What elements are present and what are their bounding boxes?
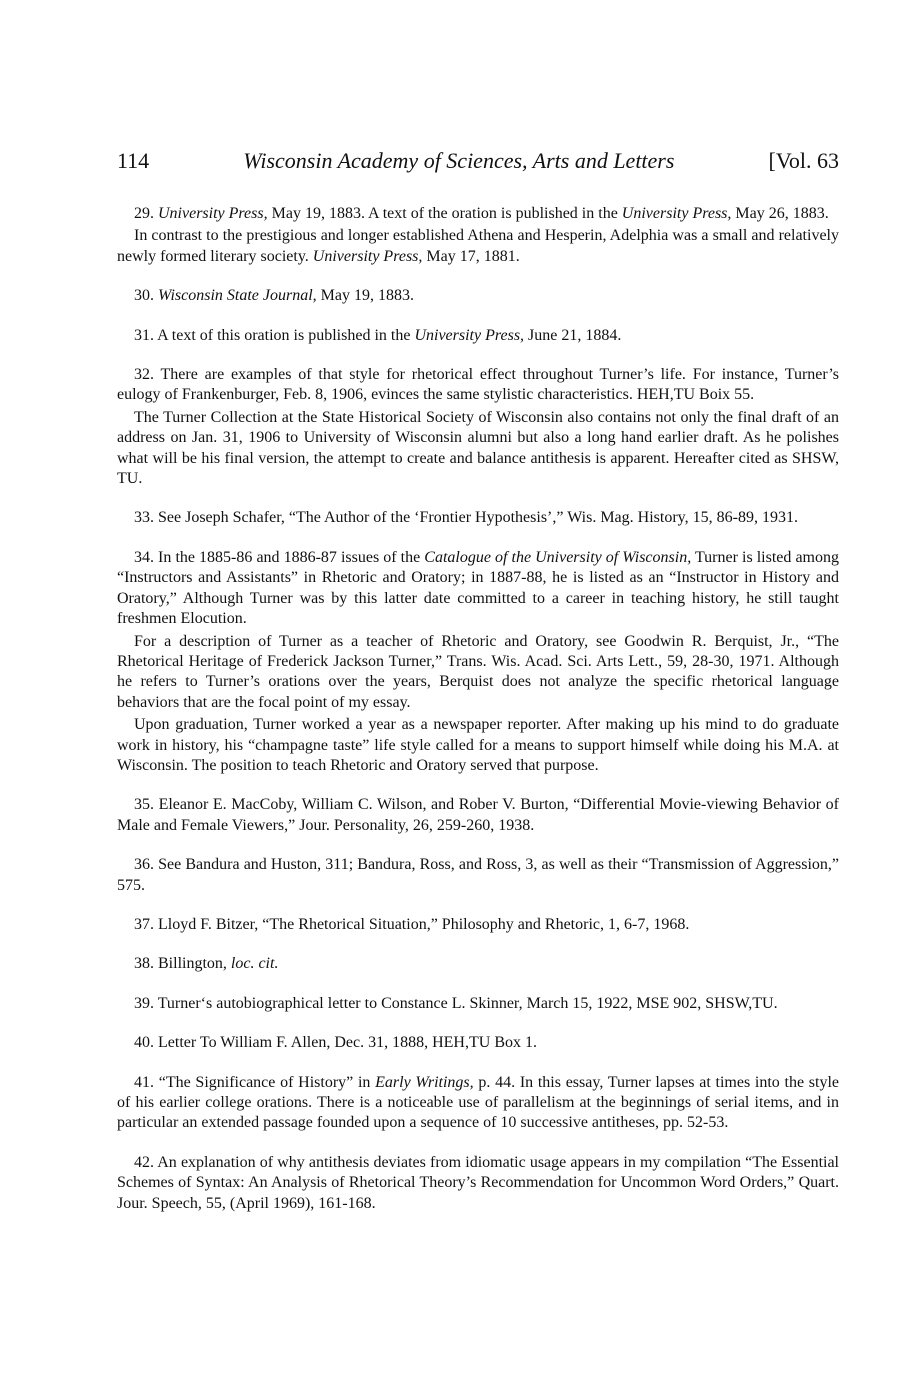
italic-title-text: University Press, [414,326,525,344]
endnote [117,365,839,489]
endnote-paragraph [117,994,839,1014]
endnote [117,1073,839,1134]
endnote [117,915,839,935]
note-text: 37. Lloyd F. Bitzer, “The Rhetorical Situation,” Philosophy and Rhetoric, 1, 6-7, 1968. [134,915,690,933]
note-text: 42. An explanation of why antithesis deviates from idiomatic usage appears in my compilation “The Essential Schemes of Syntax: An Analysis of Rhetorical Theory’s Recommendation for Uncommon Word Orders,” Quart. Jour. Speech, 55, (April 1969), 161-168. [117,1153,839,1212]
note-text: In contrast to the prestigious and longer established Athena and Hesperin, Adelphia was a small and relatively newly formed literary society. [117,227,839,265]
endnote-paragraph [117,915,839,935]
endnote [117,326,839,346]
endnote-paragraph [117,548,839,630]
italic-title-text: loc. cit. [230,955,279,973]
note-text: May 26, 1883. [731,205,829,222]
volume-label: [Vol. 63 [768,148,839,173]
note-text: 33. See Joseph Schafer, “The Author of the ‘Frontier Hypothesis’,” Wis. Mag. History, 15, 86-89, 1931. [134,509,798,527]
italic-title-text: University Press, [158,205,268,222]
italic-title-text: University Press, [621,205,732,222]
note-text: 29. [134,205,158,222]
journal-title: Wisconsin Academy of Sciences, Arts and Letters [243,148,675,173]
endnotes-list [117,204,839,1214]
endnote-paragraph [117,795,839,836]
endnote-paragraph [117,855,839,896]
note-text: Turner is listed among “Instructors and Assistants” in Rhetoric and Oratory; in 1887-88, he is listed as an “Instructor in History and Oratory,” Although Turner was by this latter date committed to a career in teaching history, he still taught freshmen Elocution. [117,548,840,628]
endnote-paragraph [117,1073,839,1134]
endnote-paragraph [117,632,839,714]
endnote [117,548,839,776]
note-text: For a description of Turner as a teacher of Rhetoric and Oratory, see Goodwin R. Berquist, Jr., “The Rhetorical Heritage of Frederick Jackson Turner,” Trans. Wis. Acad. Sci. Arts Lett., 59, 28-30, 1971. Although he refers to Turner’s orations over the years, Berquist does not analyze the specific rhetorical language behaviors that are the focal point of my essay. [117,632,839,711]
endnote-paragraph [117,226,839,267]
note-text: 41. “The Significance of History” in [134,1073,376,1091]
endnote [117,1033,839,1053]
italic-title-text: Early Writings, [375,1073,474,1091]
endnote [117,994,839,1014]
endnote-paragraph [117,954,839,974]
note-text: Upon graduation, Turner worked a year as a newspaper reporter. After making up his mind to do graduate work in history, his “champagne taste” life style called for a means to support himself while doing his M.A. at Wisconsin. The position to teach Rhetoric and Oratory served that purpose. [117,716,839,774]
note-text: 36. See Bandura and Huston, 311; Bandura, Ross, and Ross, 3, as well as their “Transmission of Aggression,” 575. [117,856,839,894]
endnote-paragraph [117,715,839,776]
endnote [117,508,839,528]
page-number: 114 [117,148,150,173]
note-text: 31. A text of this oration is published in the [134,326,415,344]
endnote [117,795,839,836]
endnote-paragraph [117,365,839,406]
endnote-paragraph [117,1153,839,1214]
note-text: p. 44. In this essay, Turner lapses at times into the style of his earlier college orations. There is a noticeable use of parallelism at the beginnings of serial items, and in particular an extended passage founded upon a sequence of 10 successive antitheses, pp. 52-53. [117,1073,840,1132]
note-text: 32. There are examples of that style for rhetorical effect throughout Turner’s life. For instance, Turner’s eulogy of Frankenburger, Feb. 8, 1906, evinces the same stylistic characteristics. HEH,TU Boix 55. [117,366,839,404]
endnote [117,286,839,306]
note-text: May 19, 1883. A text of the oration is published in the [267,205,622,222]
endnote-paragraph [117,1033,839,1053]
note-text: 40. Letter To William F. Allen, Dec. 31, 1888, HEH,TU Box 1. [134,1034,537,1052]
note-text: May 19, 1883. [316,287,414,305]
endnote [117,855,839,896]
endnote [117,204,839,267]
note-text: 30. [134,287,158,305]
endnote [117,954,839,974]
note-text: 35. Eleanor E. MacCoby, William C. Wilson, and Rober V. Burton, “Differential Movie-viewing Behavior of Male and Female Viewers,” Jour. Personality, 26, 259-260, 1938. [117,796,839,834]
endnote [117,1153,839,1214]
endnote-paragraph [117,508,839,528]
endnote-paragraph [117,408,839,490]
note-text: June 21, 1884. [524,326,622,344]
italic-title-text: Catalogue of the University of Wisconsin, [424,548,692,566]
running-header [117,148,839,174]
note-text: May 17, 1881. [422,247,520,265]
note-text: 39. Turner‘s autobiographical letter to Constance L. Skinner, March 15, 1922, MSE 902, SHSW,TU. [134,994,778,1012]
note-text: 38. Billington, [134,955,231,973]
endnote-paragraph [117,204,839,224]
note-text: The Turner Collection at the State Historical Society of Wisconsin also contains not only the final draft of an address on Jan. 31, 1906 to University of Wisconsin alumni but also a long hand earlier draft. As he polishes what will be his final version, the attempt to create and balance antithesis is apparent. Hereafter cited as SHSW, TU. [117,408,839,488]
endnote-paragraph [117,286,839,306]
note-text: 34. In the 1885-86 and 1886-87 issues of the [134,548,425,566]
endnote-paragraph [117,326,839,346]
italic-title-text: Wisconsin State Journal, [158,287,317,305]
italic-title-text: University Press, [312,247,423,265]
